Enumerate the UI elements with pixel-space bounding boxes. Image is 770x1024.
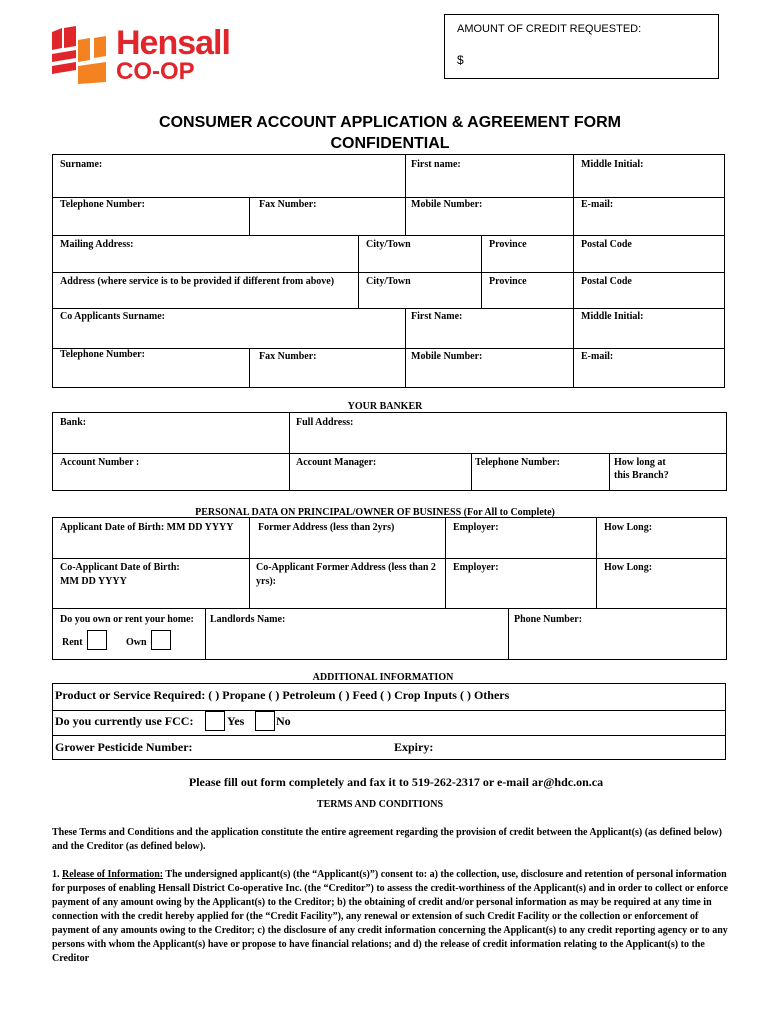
release-number: 1. [52,869,62,880]
mobile-field[interactable]: Mobile Number: [411,199,483,210]
form-title-line2: CONFIDENTIAL [330,135,450,152]
branch-duration-line2: this Branch? [614,470,669,481]
additional-heading: ADDITIONAL INFORMATION [312,672,454,683]
email-field[interactable]: E-mail: [581,199,614,210]
telephone-field[interactable]: Telephone Number: [60,199,145,210]
rent-checkbox[interactable] [87,630,107,650]
form-title-line1: CONSUMER ACCOUNT APPLICATION & AGREEMENT FORM [159,114,621,131]
co-email-field[interactable]: E-mail: [581,351,614,362]
how-long-field[interactable]: How Long: [604,522,653,533]
bank-telephone-field[interactable]: Telephone Number: [475,457,560,468]
hensall-logo [52,26,282,86]
first-name-field[interactable]: First name: [411,159,461,170]
co-dob-line1: Co-Applicant Date of Birth: [60,562,180,573]
terms-heading: TERMS AND CONDITIONS [316,799,444,810]
personal-heading: PERSONAL DATA ON PRINCIPAL/OWNER OF BUSINESS (For All to Complete) [195,507,555,518]
own-checkbox[interactable] [151,630,171,650]
credit-requested-label: AMOUNT OF CREDIT REQUESTED: [457,23,642,35]
co-middle-initial-field[interactable]: Middle Initial: [581,311,644,322]
co-employer-field[interactable]: Employer: [453,562,499,573]
former-address-field[interactable]: Former Address (less than 2yrs) [258,522,395,533]
bank-address-field[interactable]: Full Address: [296,417,354,428]
fcc-label: Do you currently use FCC: [55,714,194,728]
middle-initial-field[interactable]: Middle Initial: [581,159,644,170]
co-former-line1: Co-Applicant Former Address (less than 2 [256,562,436,573]
account-manager-field[interactable]: Account Manager: [296,457,377,468]
co-dob-line2: MM DD YYYY [60,576,127,587]
form-title [0,112,770,154]
banker-heading: YOUR BANKER [347,401,423,412]
landlord-phone-field[interactable]: Phone Number: [514,614,583,625]
co-mobile-field[interactable]: Mobile Number: [411,351,483,362]
co-dob-field[interactable] [60,561,180,589]
fax-instructions: Please fill out form completely and fax it to 519-262-2317 or e-mail ar@hdc.on.ca [188,775,604,789]
province2-field[interactable]: Province [489,276,527,287]
credit-requested-box[interactable] [444,14,719,79]
release-title: Release of Information: [62,869,164,880]
city-field[interactable]: City/Town [366,239,411,250]
branch-duration-line1: How long at [614,457,666,468]
release-text: The undersigned applicant(s) (the “Applicant(s)”) consent to: a) the collection, use, disclosure and retention of personal information for purposes of enabling Hensall District Co-operative Inc. (the “Creditor”) to assess the credit-worthiness of the Applicant(s) and in order to collect or enforce payment of any amount owing by the Applicant(s) to the Creditor; b) the obtaining of credit and/or personal information as may be required at any time in connection with the credit hereby applied for (the “Credit Facility”), any renewal or extension of such Credit Facility or the collection or enforcement of payment of any amounts owing to the Creditor; c) the disclosure of any credit information concerning the Applicant(s) to any credit reporting agency or to any persons with whom the Applicant(s) have or propose to have financial relations; and d) the release of credit information relating to the Applicant(s) to the Creditor [52,869,729,964]
landlord-field[interactable]: Landlords Name: [210,614,286,625]
fcc-yes-label: Yes [227,714,245,728]
hensall-h-icon [52,26,122,84]
logo-coop: CO-OP [116,58,195,85]
co-former-address-field[interactable] [256,561,436,589]
co-former-line2: yrs): [256,576,276,587]
surname-field[interactable]: Surname: [60,159,103,170]
branch-duration-field[interactable] [614,456,669,482]
fcc-yes-checkbox[interactable] [205,711,225,731]
own-label: Own [126,637,147,648]
fcc-no-label: No [276,714,291,728]
rent-label: Rent [62,637,83,648]
mailing-address-field[interactable]: Mailing Address: [60,239,134,250]
terms-intro: These Terms and Conditions and the application constitute the entire agreement regarding the provision of credit between the Applicant(s) (as defined below) and the Creditor (as defined below). [52,827,722,852]
own-rent-label: Do you own or rent your home: [60,614,194,625]
fax-field[interactable]: Fax Number: [259,199,317,210]
terms-release [52,868,732,966]
employer-field[interactable]: Employer: [453,522,499,533]
expiry-field[interactable]: Expiry: [394,740,434,754]
bank-field[interactable]: Bank: [60,417,87,428]
co-fax-field[interactable]: Fax Number: [259,351,317,362]
co-first-name-field[interactable]: First Name: [411,311,463,322]
product-service-field[interactable]: Product or Service Required: ( ) Propane ( ) Petroleum ( ) Feed ( ) Crop Inputs ( ) Others [55,688,510,702]
service-address-field[interactable]: Address (where service is to be provided if different from above) [60,276,335,287]
pesticide-number-field[interactable]: Grower Pesticide Number: [55,740,193,754]
postal-code-field[interactable]: Postal Code [581,239,632,250]
co-surname-field[interactable]: Co Applicants Surname: [60,311,166,322]
credit-currency: $ [457,53,464,67]
co-telephone-field[interactable]: Telephone Number: [60,349,145,360]
dob-field[interactable]: Applicant Date of Birth: MM DD YYYY [60,522,234,533]
co-how-long-field[interactable]: How Long: [604,562,653,573]
logo-hensall: Hensall [116,24,230,62]
province-field[interactable]: Province [489,239,527,250]
account-number-field[interactable]: Account Number : [60,457,140,468]
city2-field[interactable]: City/Town [366,276,411,287]
postal-code2-field[interactable]: Postal Code [581,276,632,287]
applicant-table [52,154,725,388]
fcc-no-checkbox[interactable] [255,711,275,731]
